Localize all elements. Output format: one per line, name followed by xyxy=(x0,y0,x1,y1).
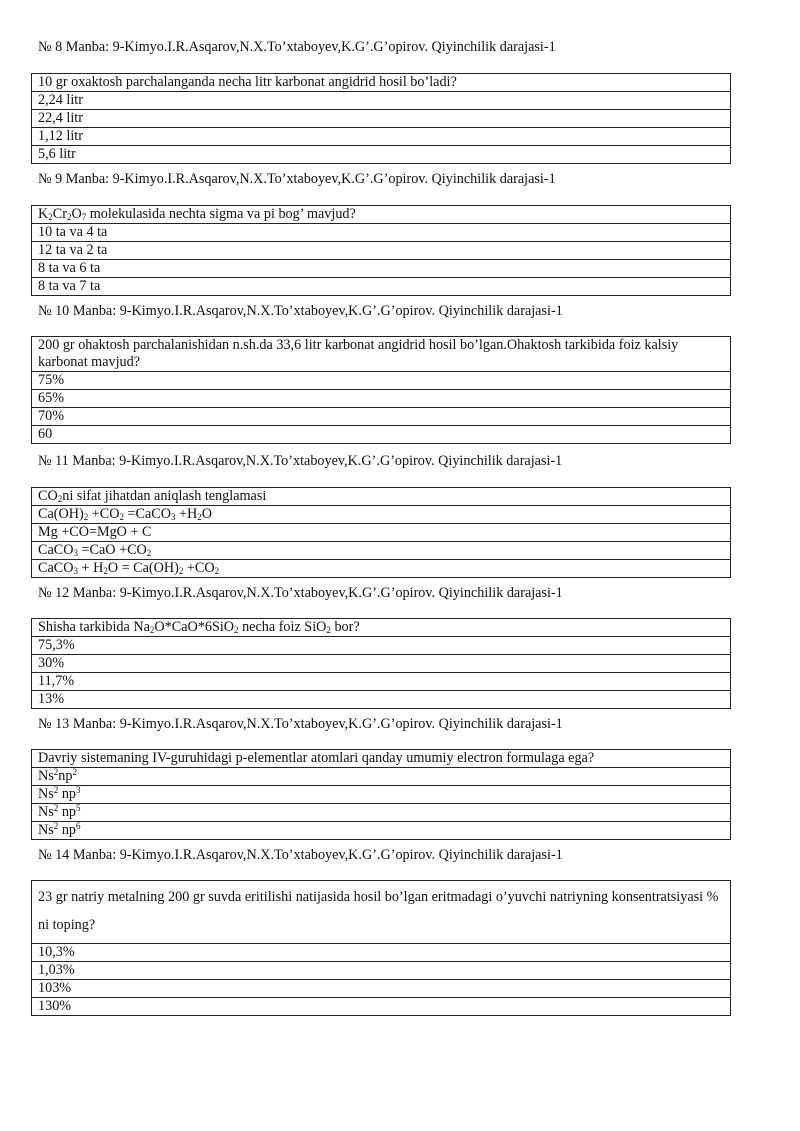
answer-option: Ns$^2$ $np^5$ xyxy=(32,804,731,822)
answer-option: CaCO$_3$ $=CaO +CO_2$ xyxy=(32,542,731,560)
answer-option: 75,3% xyxy=(32,637,731,655)
answer-option: $Ns^2np^2$ xyxy=(32,768,731,786)
answer-option: 12 ta va 2 ta xyxy=(32,242,731,260)
question-text: 200 gr ohaktosh parchalanishidan n.sh.da 33,6 litr karbonat angidrid hosil bo’lgan.Ohaktosh tarkibida foiz kalsiy karbonat mavjud? xyxy=(32,337,731,372)
answer-option: 5,6 litr xyxy=(32,146,731,164)
answer-option: 10,3% xyxy=(32,944,731,962)
question-table xyxy=(31,618,731,709)
answer-option: 65% xyxy=(32,390,731,408)
question-table xyxy=(31,205,731,296)
question-header: № 13 Manba: 9-Kimyo.I.R.Asqarov,N.X.To’xtaboyev,K.G’.G’opirov. Qiyinchilik darajasi-1 xyxy=(38,716,563,732)
answer-option: 22,4 litr xyxy=(32,110,731,128)
question-table xyxy=(31,880,731,1016)
answer-option: 1,12 litr xyxy=(32,128,731,146)
question-table xyxy=(31,749,731,840)
question-table xyxy=(31,73,731,164)
question-text: Davriy sistemaning IV-guruhidagi p-elementlar atomlari qanday umumiy electron formulaga ega? xyxy=(32,750,731,768)
answer-option: 30% xyxy=(32,655,731,673)
answer-option: 8 ta va 6 ta xyxy=(32,260,731,278)
question-header: № 8 Manba: 9-Kimyo.I.R.Asqarov,N.X.To’xtaboyev,K.G’.G’opirov. Qiyinchilik darajasi-1 xyxy=(38,39,556,55)
answer-option: 8 ta va 7 ta xyxy=(32,278,731,296)
question-table xyxy=(31,487,731,578)
question-text: 10 gr oxaktosh parchalanganda necha litr karbonat angidrid hosil bo’ladi? xyxy=(32,74,731,92)
answer-option: 103% xyxy=(32,980,731,998)
question-header: № 9 Manba: 9-Kimyo.I.R.Asqarov,N.X.To’xtaboyev,K.G’.G’opirov. Qiyinchilik darajasi-1 xyxy=(38,171,556,187)
answer-option: Ns$^2$ $np^3$ xyxy=(32,786,731,804)
answer-option: Ns$^2$ $np^6$ xyxy=(32,822,731,840)
answer-option: 70% xyxy=(32,408,731,426)
answer-option: 130% xyxy=(32,998,731,1016)
question-text: 23 gr natriy metalning 200 gr suvda eritilishi natijasida hosil bo’lgan eritmadagi o’yuvchi natriyning konsentratsiyasi % ni toping? xyxy=(32,881,731,944)
answer-option: 10 ta va 4 ta xyxy=(32,224,731,242)
answer-option: CaCO$_3$ + $H_2O = Ca(OH)_2 +CO_2$ xyxy=(32,560,731,578)
question-header: № 11 Manba: 9-Kimyo.I.R.Asqarov,N.X.To’xtaboyev,K.G’.G’opirov. Qiyinchilik darajasi-1 xyxy=(38,453,563,469)
answer-option: 75% xyxy=(32,372,731,390)
question-text: $K_2Cr_2O_7$ molekulasida nechta sigma va pi bog’ mavjud? xyxy=(32,206,731,224)
answer-option: 60 xyxy=(32,426,731,444)
answer-option: $Ca(OH)_2 +CO_2$ =CaCO$_3$ $+H_2O$ xyxy=(32,506,731,524)
question-text: $CO_2ni$ sifat jihatdan aniqlash tenglamasi xyxy=(32,488,731,506)
answer-option: 2,24 litr xyxy=(32,92,731,110)
question-table xyxy=(31,336,731,444)
question-header: № 12 Manba: 9-Kimyo.I.R.Asqarov,N.X.To’xtaboyev,K.G’.G’opirov. Qiyinchilik darajasi-1 xyxy=(38,585,563,601)
question-text: Shisha tarkibida $Na_2O*CaO*6SiO_2$ necha foiz SiO$_2$ bor? xyxy=(32,619,731,637)
answer-option: 1,03% xyxy=(32,962,731,980)
question-header: № 14 Manba: 9-Kimyo.I.R.Asqarov,N.X.To’xtaboyev,K.G’.G’opirov. Qiyinchilik darajasi-1 xyxy=(38,847,563,863)
answer-option: 11,7% xyxy=(32,673,731,691)
answer-option: Mg +CO=MgO + C xyxy=(32,524,731,542)
question-header: № 10 Manba: 9-Kimyo.I.R.Asqarov,N.X.To’xtaboyev,K.G’.G’opirov. Qiyinchilik darajasi-1 xyxy=(38,303,563,319)
answer-option: 13% xyxy=(32,691,731,709)
